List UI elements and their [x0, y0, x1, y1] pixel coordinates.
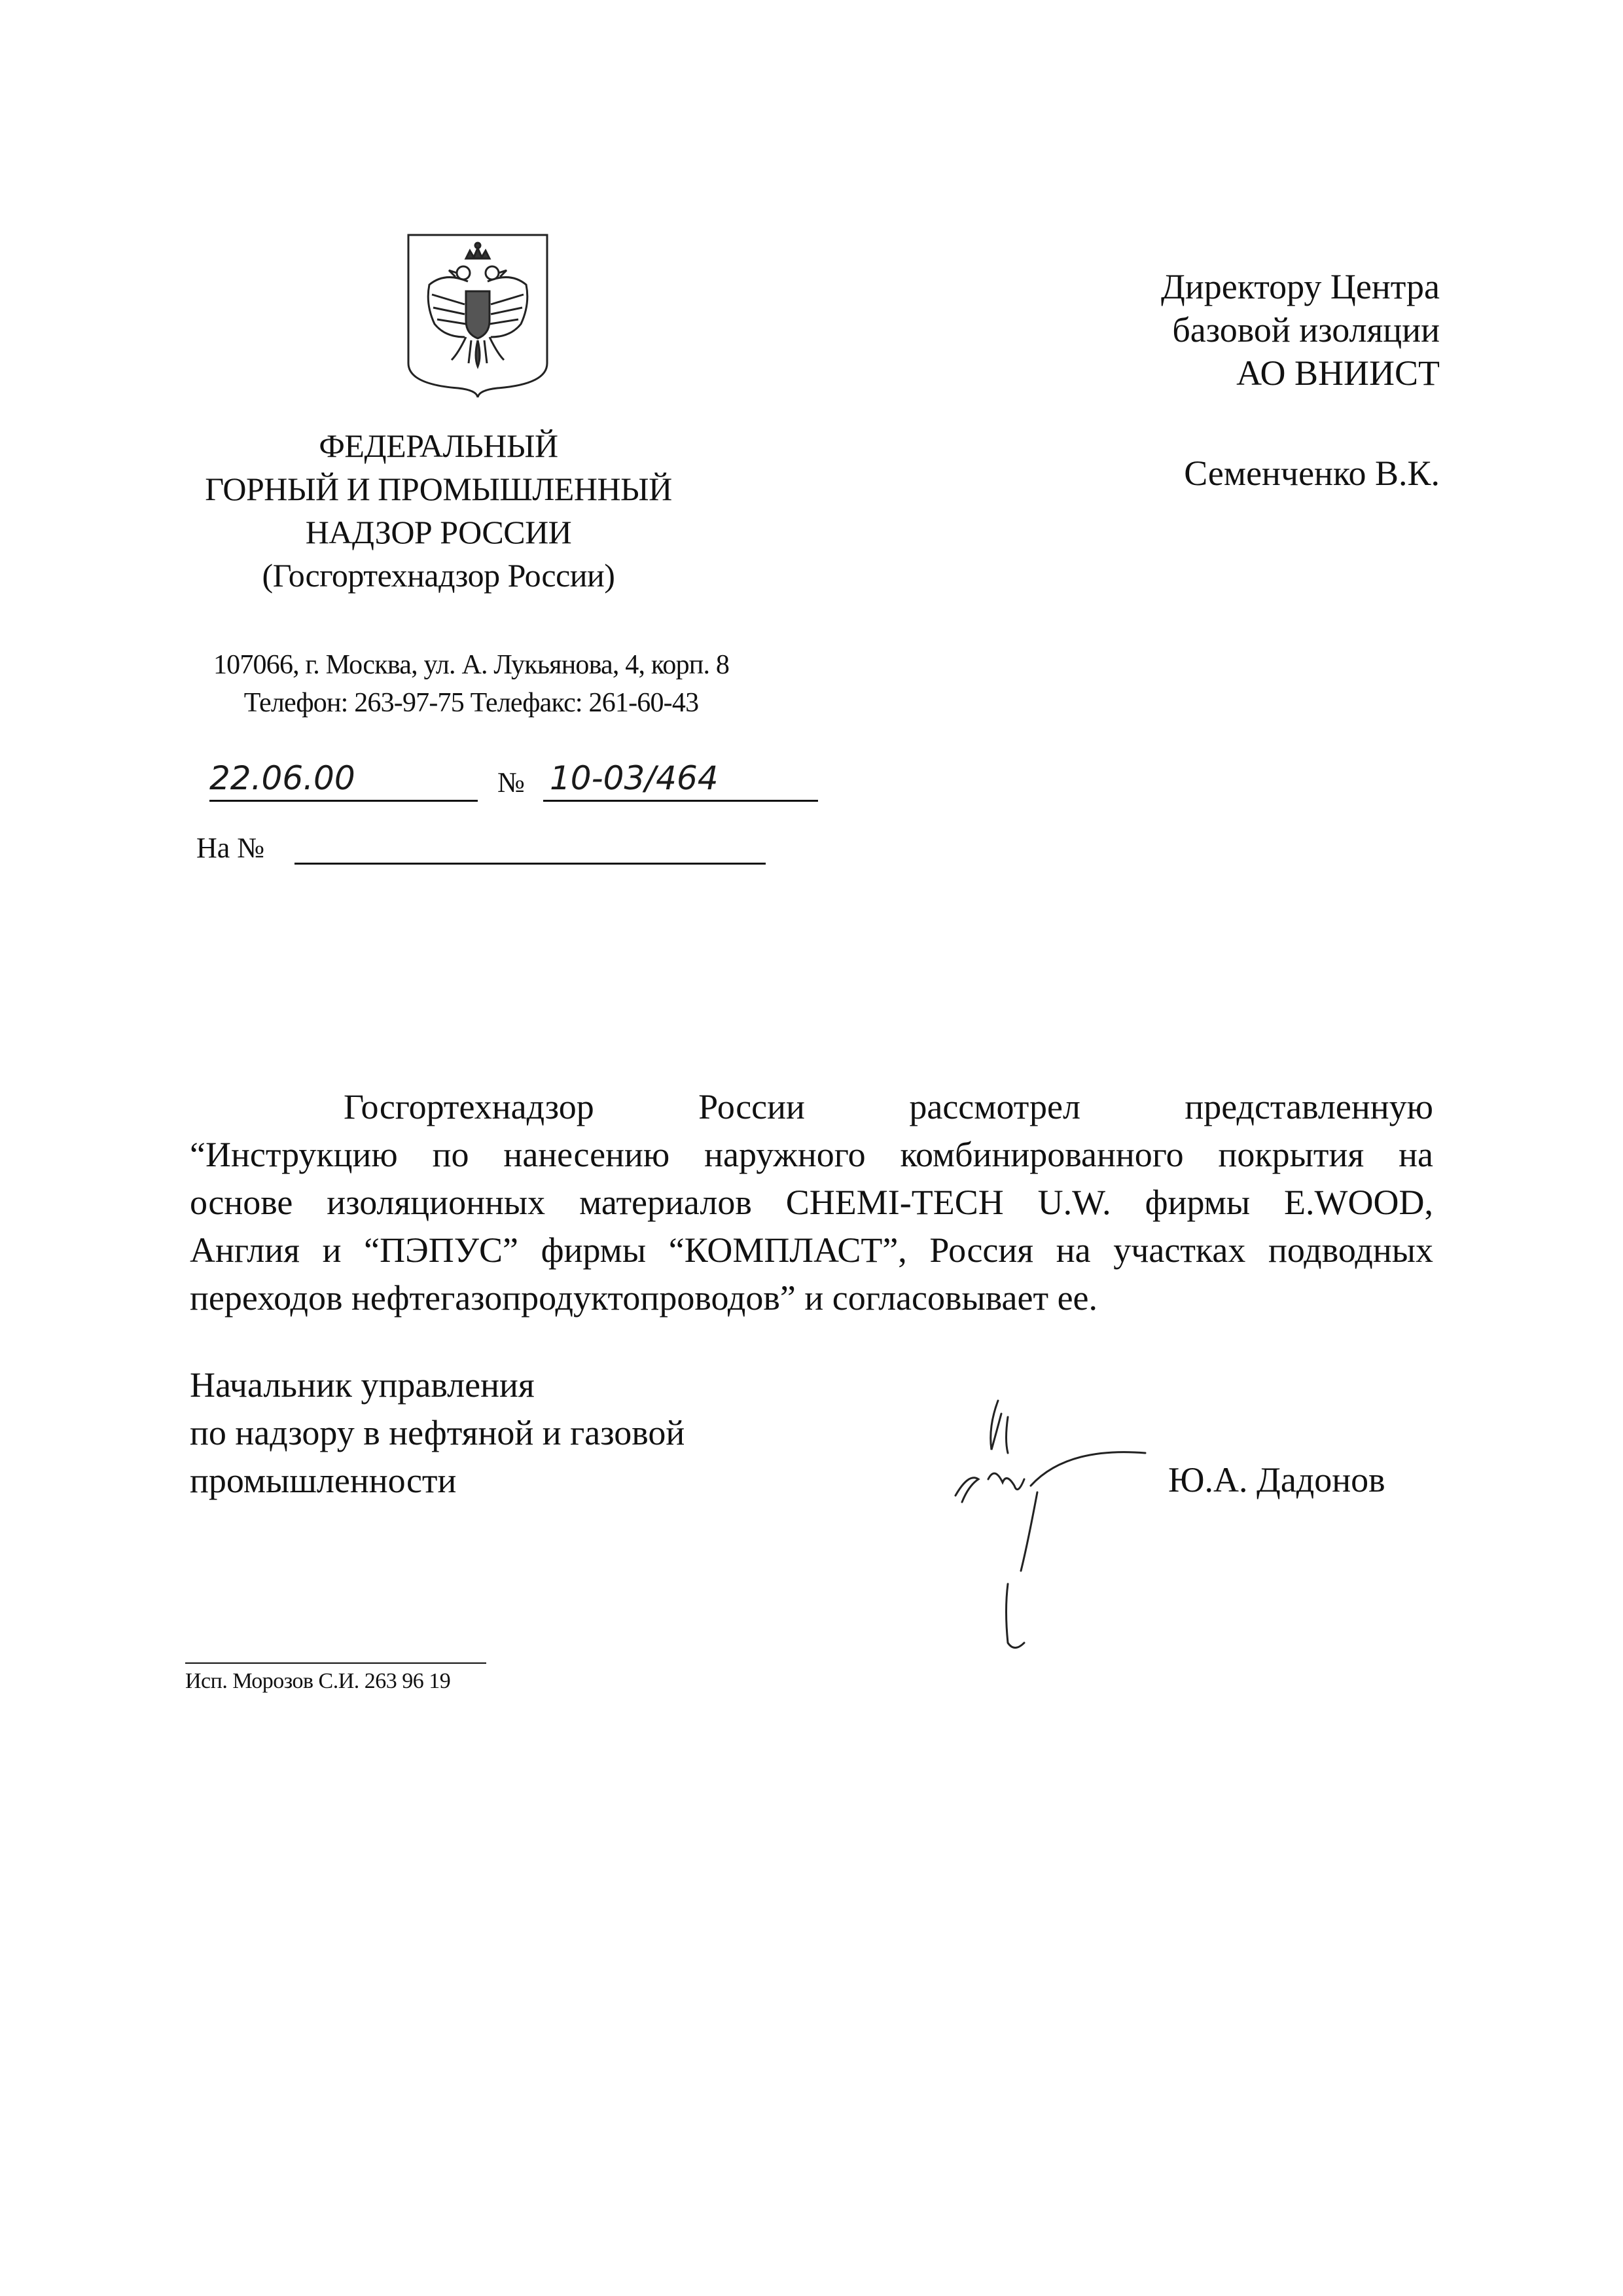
reply-underline — [294, 863, 766, 865]
sender-address: 107066, г. Москва, ул. А. Лукьянова, 4, корп. 8 — [213, 650, 730, 680]
signatory-position — [190, 1361, 685, 1505]
recipient-line: Директору Центра — [1161, 267, 1440, 306]
handwritten-signature — [942, 1388, 1165, 1676]
recipient-line: базовой изоляции — [1172, 310, 1440, 350]
body-line: основе изоляционных материалов CHEMI-TECH U.W. фирмы E.WOOD, — [190, 1183, 1433, 1222]
body-line: Англия и “ПЭПУС” фирмы “КОМПЛАСТ”, Россия на участках подводных — [190, 1230, 1433, 1270]
sender-org-line: (Госгортехнадзор России) — [262, 557, 615, 594]
registration-number: 10-03/464 — [550, 759, 719, 797]
registration-row — [196, 759, 825, 812]
coat-of-arms-emblem — [406, 232, 550, 399]
signatory-position-line: Начальник управления — [190, 1365, 535, 1405]
body-line: Госгортехнадзор России рассмотрел представленную — [344, 1087, 1433, 1126]
signatory-position-line: по надзору в нефтяной и газовой — [190, 1413, 685, 1452]
sender-phones: Телефон: 263-97-75 Телефакс: 261-60-43 — [243, 688, 699, 718]
date-underline — [209, 800, 478, 802]
sender-org-line: ГОРНЫЙ И ПРОМЫШЛЕННЫЙ — [205, 471, 672, 507]
sender-org-name — [177, 424, 700, 597]
executor-note: Исп. Морозов С.И. 263 96 19 — [185, 1669, 451, 1693]
letter-body — [190, 1083, 1433, 1322]
recipient-name: Семенченко В.К. — [1184, 454, 1440, 493]
body-line: “Инструкцию по нанесению наружного комбинированного покрытия на — [190, 1135, 1433, 1174]
sender-org-line: ФЕДЕРАЛЬНЫЙ — [319, 427, 558, 464]
reply-row — [196, 831, 785, 877]
number-label: № — [497, 766, 525, 798]
footer-divider — [185, 1662, 486, 1664]
number-underline — [543, 800, 818, 802]
signatory-position-line: промышленности — [190, 1461, 457, 1500]
reply-label: На № — [196, 832, 265, 864]
signatory-name: Ю.А. Дадонов — [1168, 1460, 1385, 1499]
recipient-block — [1047, 265, 1440, 395]
body-line: переходов нефтегазопродуктопроводов” и согласовывает ее. — [190, 1278, 1098, 1318]
sender-org-line: НАДЗОР РОССИИ — [305, 514, 572, 550]
registration-date: 22.06.00 — [209, 759, 355, 797]
recipient-line: АО ВНИИСТ — [1236, 353, 1440, 393]
